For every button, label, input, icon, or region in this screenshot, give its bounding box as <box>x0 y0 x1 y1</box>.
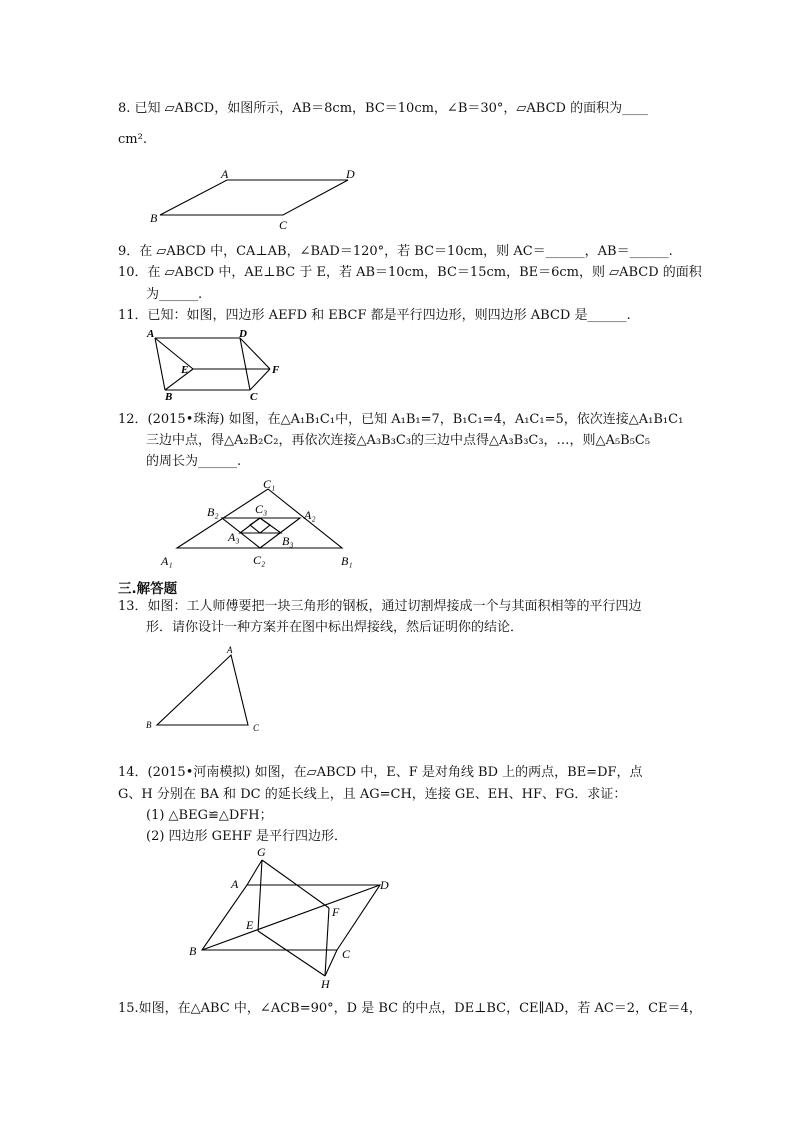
segment-eh <box>258 931 325 976</box>
label-c: C <box>279 218 288 232</box>
q8-line-1: 8. 已知 ▱ABCD，如图所示，AB＝8cm，BC＝10cm，∠B＝30°，▱ABCD 的面积为____ <box>118 101 649 116</box>
segment-fh <box>325 908 329 976</box>
label-a: A <box>147 328 155 340</box>
label-e: E <box>181 364 189 376</box>
label-b: B <box>146 720 152 730</box>
label-f: F <box>332 905 340 919</box>
label-b: B <box>150 211 158 225</box>
label-c: C <box>253 723 260 733</box>
label-h: H <box>321 977 330 991</box>
label-c1: C₁ <box>263 477 276 491</box>
label-a: A <box>221 167 229 181</box>
q14-line-4: (2) 四边形 GEHF 是平行四边形． <box>146 829 348 844</box>
label-d: D <box>346 167 355 181</box>
segment-gf <box>262 860 329 908</box>
label-a2: A₂ <box>304 508 316 522</box>
label-b2: B₂ <box>207 505 219 519</box>
q12-line-1: 12．(2015•珠海) 如图，在△A₁B₁C₁中，已知 A₁B₁=7，B₁C₁=4，A₁C₁=5，依次连接△A₁B₁C₁ <box>118 412 684 427</box>
label-a3: A₃ <box>228 530 240 544</box>
q14-line-1: 14．(2015•河南模拟) 如图，在▱ABCD 中，E、F 是对角线 BD 上的两点，BE=DF，点 <box>118 765 643 780</box>
label-d: D <box>380 878 389 892</box>
label-g: G <box>257 845 266 859</box>
label-e: E <box>246 918 254 932</box>
label-b3: B₃ <box>282 534 294 548</box>
q14-line-3: (1) △BEG≌△DFH； <box>146 808 273 823</box>
q9-line: 9．在 ▱ABCD 中，CA⊥AB，∠BAD＝120°，若 BC＝10cm，则 AC＝______，AB＝______. <box>118 244 673 259</box>
q15-line: 15.如图，在△ABC 中，∠ACB=90°，D 是 BC 的中点，DE⊥BC，CE∥AD，若 AC＝2，CE＝4， <box>118 1001 702 1016</box>
q12-line-2: 三边中点，得△A₂B₂C₂，再依次连接△A₃B₃C₃的三边中点得△A₃B₃C₃，…，则△A₅B₅C₅ <box>146 433 651 448</box>
segment-ge <box>258 860 262 931</box>
label-b1: B₁ <box>341 554 353 568</box>
label-c3: C₃ <box>255 502 268 516</box>
label-b: B <box>165 391 173 403</box>
section-heading: 三.解答题 <box>118 581 178 597</box>
q14-line-2: G、H 分别在 BA 和 DC 的延长线上，且 AG=CH，连接 GE、EH、HF、FG．求证： <box>118 787 627 802</box>
label-c: C <box>342 947 351 961</box>
q13-line-1: 13．如图：工人师傅要把一块三角形的钢板，通过切割焊接成一个与其面积相等的平行四边 <box>118 599 642 614</box>
label-c2: C₂ <box>253 553 266 567</box>
label-a1: A₁ <box>161 554 173 568</box>
diagonal-bd <box>202 885 380 950</box>
q8-line-2: cm². <box>118 132 147 147</box>
label-f: F <box>272 364 280 376</box>
label-b: B <box>189 944 197 958</box>
q10-line-2: 为______. <box>146 287 203 302</box>
label-d: D <box>239 328 247 340</box>
label-a: A <box>227 645 233 655</box>
q11-line: 11．已知：如图，四边形 AEFD 和 EBCF 都是平行四边形，则四边形 ABCD 是______. <box>118 308 631 323</box>
q10-line-1: 10．在 ▱ABCD 中，AE⊥BC 于 E，若 AB＝10cm，BC＝15cm，BE＝6cm，则 ▱ABCD 的面积 <box>118 265 702 280</box>
label-c: C <box>250 391 258 403</box>
q12-line-3: 的周长为______. <box>146 454 242 469</box>
q13-line-2: 形．请你设计一种方案并在图中标出焊接线，然后证明你的结论． <box>146 620 524 635</box>
segment-ag <box>247 860 262 885</box>
label-a: A <box>231 877 239 891</box>
